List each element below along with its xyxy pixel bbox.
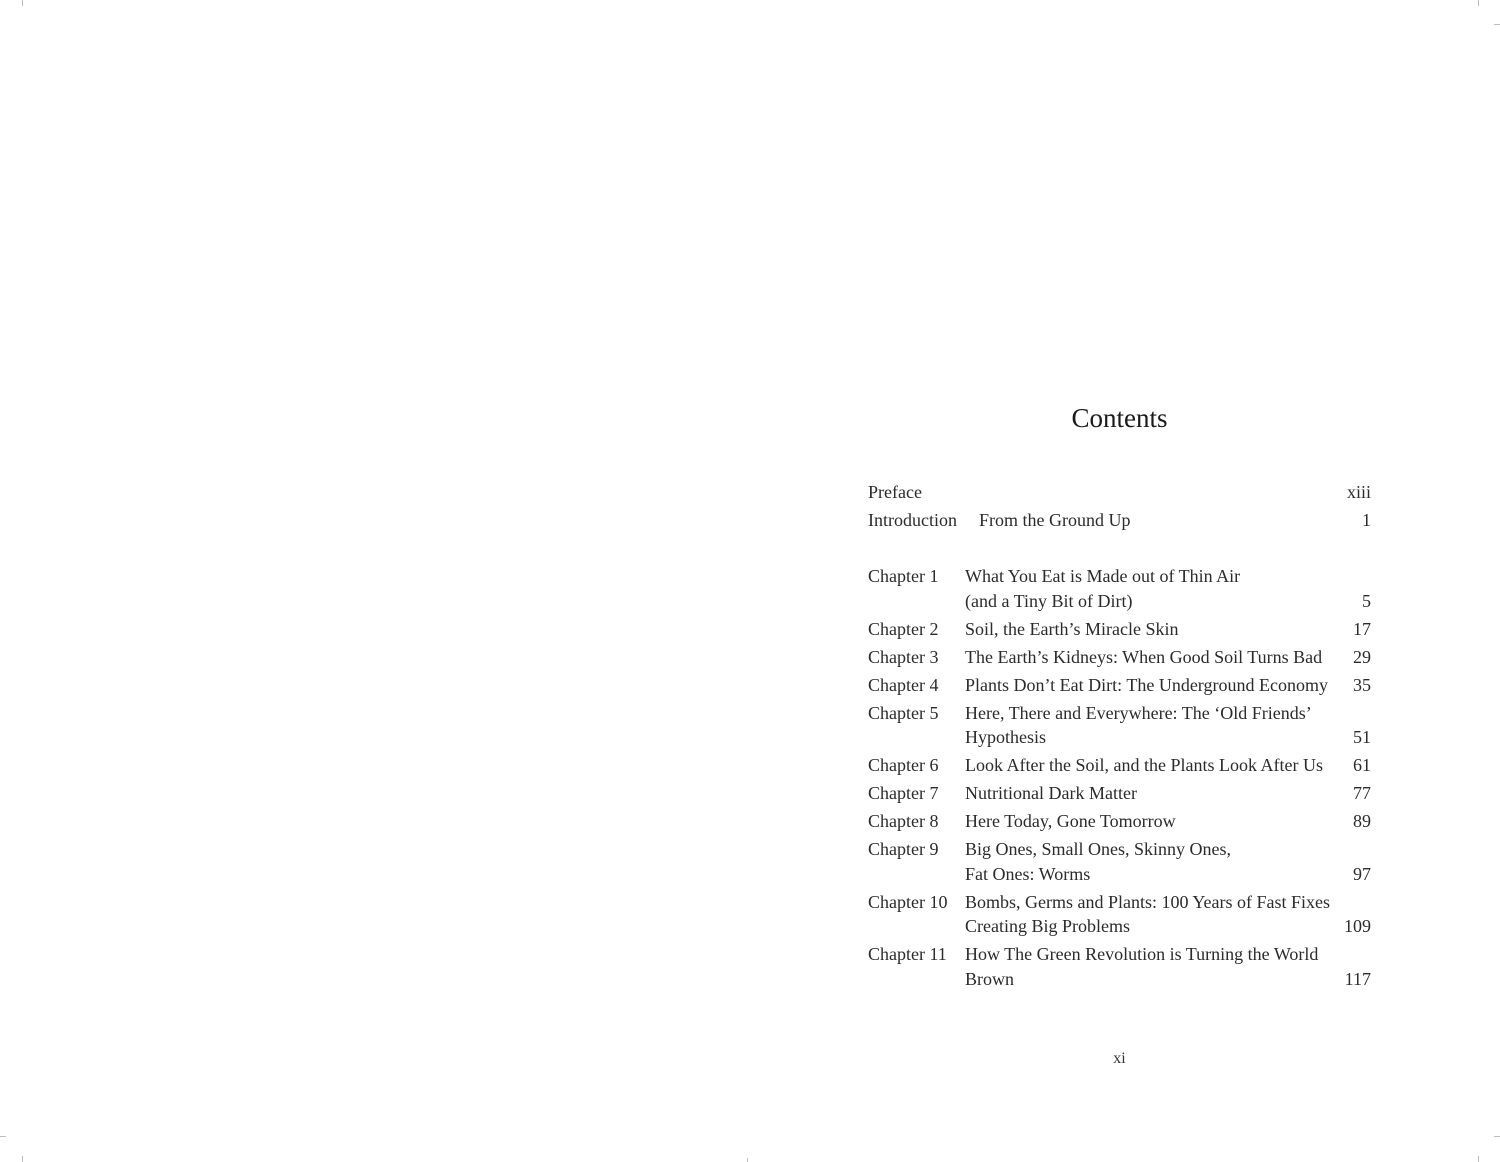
toc-entry-introduction — [868, 508, 1371, 533]
toc-entry-page: 97 — [1353, 863, 1371, 884]
toc-entry-chapter — [868, 701, 1371, 750]
toc-title-line: What You Eat is Made out of Thin Air — [965, 566, 1241, 586]
toc-entry-label: Chapter 4 — [868, 674, 939, 695]
toc-entry-chapter — [868, 753, 1371, 778]
toc-entry-label: Chapter 10 — [868, 891, 948, 912]
toc-entry-label: Chapter 1 — [868, 566, 939, 586]
toc-entry-label: Preface — [868, 482, 922, 502]
toc-entry-title — [965, 942, 1341, 991]
toc-title-line: Look After the Soil, and the Plants Look After Us — [965, 755, 1323, 775]
toc-entry-page: 17 — [1353, 618, 1371, 639]
toc-entry-chapter — [868, 890, 1371, 939]
chapter-list — [868, 564, 1371, 991]
toc-title-line: Nutritional Dark Matter — [965, 783, 1137, 803]
crop-mark — [1478, 1156, 1479, 1162]
toc-entry-preface — [868, 480, 1371, 505]
table-of-contents — [868, 480, 1371, 995]
toc-entry-page: 5 — [1362, 590, 1371, 611]
contents-page — [868, 0, 1371, 1162]
toc-entry-label: Chapter 2 — [868, 618, 939, 639]
toc-entry-page: 89 — [1353, 811, 1371, 831]
toc-entry-title — [965, 564, 1341, 613]
toc-entry-chapter — [868, 617, 1371, 642]
toc-entry-chapter — [868, 809, 1371, 834]
toc-entry-label: Chapter 11 — [868, 944, 947, 964]
toc-entry-title — [965, 781, 1341, 806]
toc-entry-page: 61 — [1353, 755, 1371, 775]
toc-title-line: Big Ones, Small Ones, Skinny Ones, — [965, 839, 1232, 859]
crop-mark — [22, 0, 23, 6]
toc-title-line: Bombs, Germs and Plants: 100 Years of Fast Fixes — [965, 891, 1331, 912]
toc-entry-title — [965, 753, 1341, 778]
toc-entry-page: 77 — [1353, 783, 1371, 803]
toc-entry-label: Chapter 7 — [868, 783, 939, 803]
toc-title-line: Soil, the Earth’s Miracle Skin — [965, 618, 1179, 639]
page-number: xi — [1113, 1050, 1126, 1067]
toc-title-line: Brown — [965, 968, 1014, 989]
crop-mark — [1494, 24, 1500, 25]
toc-title-line: How The Green Revolution is Turning the World — [965, 944, 1319, 964]
contents-heading: Contents — [1071, 403, 1168, 433]
toc-entry-chapter — [868, 645, 1371, 670]
toc-entry-title — [965, 890, 1341, 939]
toc-entry-title — [965, 701, 1341, 750]
toc-entry-label: Chapter 9 — [868, 839, 939, 859]
toc-entry-page: 109 — [1344, 916, 1371, 936]
toc-entry-chapter — [868, 942, 1371, 991]
toc-title-line: Fat Ones: Worms — [965, 863, 1091, 884]
toc-entry-label: Chapter 5 — [868, 702, 939, 723]
crop-mark — [22, 1156, 23, 1162]
crop-mark — [1478, 0, 1479, 6]
toc-entry-page: 117 — [1344, 968, 1371, 989]
toc-title-line: From the Ground Up — [978, 510, 1131, 530]
toc-title-line: Hypothesis — [965, 727, 1046, 747]
toc-entry-title — [979, 508, 1341, 533]
toc-entry-page: 35 — [1353, 674, 1371, 695]
crop-mark — [0, 1136, 6, 1137]
toc-entry-label: Introduction — [868, 510, 957, 530]
toc-entry-label: Chapter 3 — [868, 646, 939, 667]
toc-entry-title — [965, 809, 1341, 834]
toc-entry-title — [965, 645, 1341, 670]
toc-entry-title — [965, 673, 1341, 698]
toc-title-line: Plants Don’t Eat Dirt: The Underground Economy — [965, 674, 1328, 695]
toc-entry-chapter — [868, 781, 1371, 806]
toc-entry-page: 1 — [1362, 510, 1371, 530]
crop-mark — [1494, 1136, 1500, 1137]
toc-title-line: Here, There and Everywhere: The ‘Old Friends’ — [965, 702, 1312, 723]
toc-entry-title — [965, 837, 1341, 886]
toc-entry-page: 29 — [1353, 646, 1371, 667]
toc-entry-page: 51 — [1353, 727, 1371, 747]
crop-mark — [747, 1158, 748, 1162]
toc-entry-page: xiii — [1346, 482, 1371, 502]
toc-entry-label: Chapter 6 — [868, 755, 939, 775]
toc-title-line: Creating Big Problems — [965, 916, 1130, 936]
toc-entry-chapter — [868, 564, 1371, 613]
toc-entry-chapter — [868, 837, 1371, 886]
toc-entry-chapter — [868, 673, 1371, 698]
toc-entry-label: Chapter 8 — [868, 811, 939, 831]
toc-title-line: Here Today, Gone Tomorrow — [965, 811, 1176, 831]
toc-title-line: (and a Tiny Bit of Dirt) — [965, 590, 1133, 611]
toc-title-line: The Earth’s Kidneys: When Good Soil Turns Bad — [965, 646, 1323, 667]
toc-entry-title — [965, 617, 1341, 642]
